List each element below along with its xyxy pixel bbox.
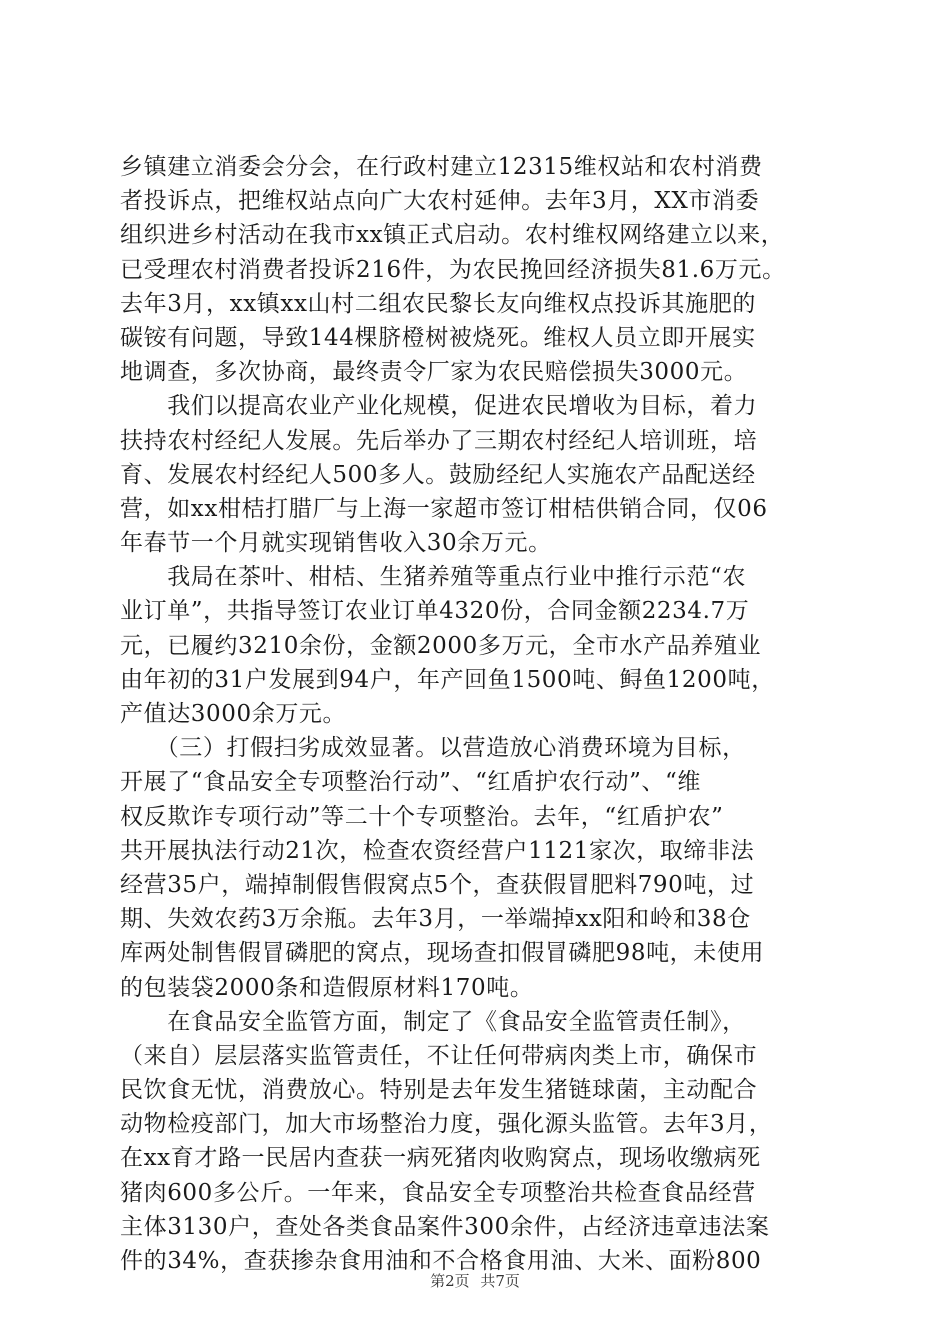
text-line: 组织进乡村活动在我市xx镇正式启动。农村维权网络建立以来， bbox=[120, 222, 785, 249]
text-line: （三）打假扫劣成效显著。以营造放心消费环境为目标， bbox=[120, 735, 746, 762]
page-footer bbox=[0, 1270, 950, 1291]
page-total: 共7页 bbox=[480, 1272, 520, 1290]
text-line: 件的34%，查获掺杂食用油和不合格食用油、大米、面粉800 bbox=[120, 1248, 762, 1274]
text-line: 猪肉600多公斤。一年来，食品安全专项整治共检查食品经营 bbox=[120, 1179, 756, 1206]
text-line: 年春节一个月就实现销售收入30余万元。 bbox=[120, 530, 552, 557]
text-line: 元，已履约3210余份，金额2000多万元，全市水产品养殖业 bbox=[120, 632, 762, 659]
text-line: 我局在茶叶、柑桔、生猪养殖等重点行业中推行示范“农 bbox=[120, 564, 746, 591]
text-line: 者投诉点，把维权站点向广大农村延伸。去年3月，XX市消委 bbox=[120, 188, 760, 215]
text-line: 共开展执法行动21次，检查农资经营户1121家次，取缔非法 bbox=[120, 837, 755, 864]
text-line: 库两处制售假冒磷肥的窝点，现场查扣假冒磷肥98吨，未使用 bbox=[120, 940, 765, 967]
text-line: 在食品安全监管方面，制定了《食品安全监管责任制》， bbox=[120, 1008, 746, 1035]
text-line: 育、发展农村经纪人500多人。鼓励经纪人实施农产品配送经 bbox=[120, 461, 756, 488]
text-line: 碳铵有问题，导致144棵脐橙树被烧死。维权人员立即开展实 bbox=[120, 324, 756, 351]
text-line: 业订单”，共指导签订农业订单4320份，合同金额2234.7万 bbox=[120, 598, 750, 625]
page-number: 第2页 bbox=[430, 1272, 470, 1290]
text-line: 由年初的31户发展到94户，年产回鱼1500吨、鲟鱼1200吨， bbox=[120, 666, 775, 693]
text-line: 在xx育才路一民居内查获一病死猪肉收购窝点，现场收缴病死 bbox=[120, 1145, 761, 1172]
text-line: 营，如xx柑桔打腊厂与上海一家超市签订柑桔供销合同，仅06 bbox=[120, 495, 768, 522]
text-line: 的包装袋2000条和造假原材料170吨。 bbox=[120, 974, 534, 1001]
text-line: 民饮食无忧，消费放心。特别是去年发生猪链球菌，主动配合 bbox=[120, 1077, 758, 1104]
text-line: 我们以提高农业产业化规模，促进农民增收为目标，着力 bbox=[120, 393, 758, 420]
text-line: 期、失效农药3万余瓶。去年3月，一举端掉xx阳和岭和38仓 bbox=[120, 906, 751, 933]
text-line: 权反欺诈专项行动”等二十个专项整治。去年，“红盾护农” bbox=[120, 803, 724, 830]
text-line: 产值达3000余万元。 bbox=[120, 701, 347, 727]
text-line: 地调查，多次协商，最终责令厂家为农民赔偿损失3000元。 bbox=[120, 359, 748, 386]
text-line: 去年3月，xx镇xx山村二组农民黎长友向维权点投诉其施肥的 bbox=[120, 290, 756, 317]
text-line: 开展了“食品安全专项整治行动”、“红盾护农行动”、“维 bbox=[120, 769, 701, 796]
text-line: 经营35户，端掉制假售假窝点5个，查获假冒肥料790吨，过 bbox=[120, 871, 755, 898]
document-body bbox=[120, 150, 840, 1278]
text-line: 扶持农村经纪人发展。先后举办了三期农村经纪人培训班，培 bbox=[120, 427, 758, 454]
text-line: 动物检疫部门，加大市场整治力度，强化源头监管。去年3月， bbox=[120, 1111, 773, 1138]
text-line: 已受理农村消费者投诉216件，为农民挽回经济损失81.6万元。 bbox=[120, 256, 786, 283]
text-line: 乡镇建立消委会分会，在行政村建立12315维权站和农村消费 bbox=[120, 154, 763, 180]
text-line: 主体3130户，查处各类食品案件300余件，占经济违章违法案 bbox=[120, 1213, 770, 1240]
text-line: （来自）层层落实监管责任，不让任何带病肉类上市，确保市 bbox=[120, 1042, 758, 1069]
